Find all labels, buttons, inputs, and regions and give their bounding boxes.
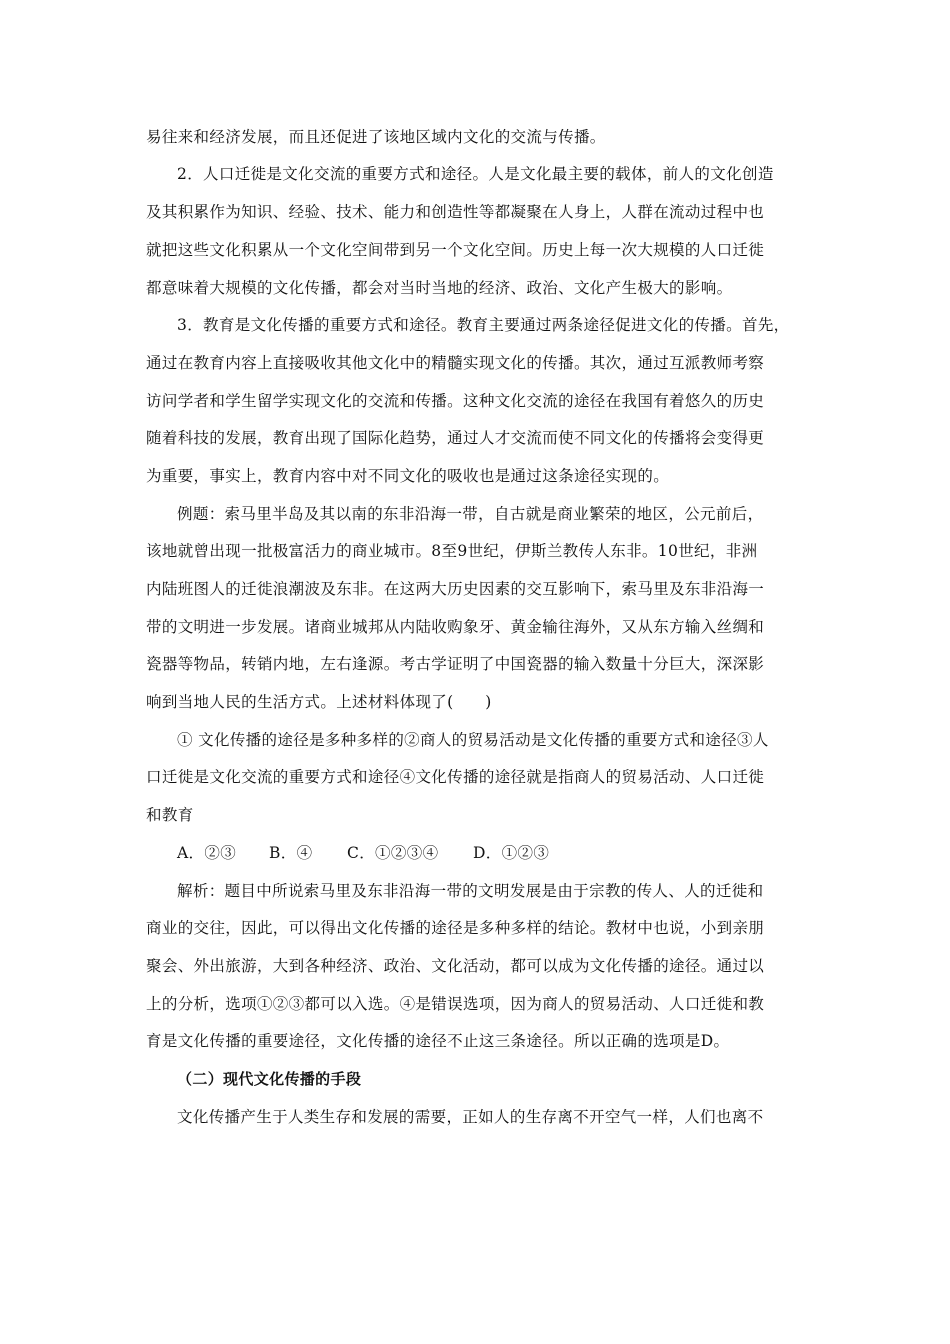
text-line: 内陆班图人的迁徙浪潮波及东非。在这两大历史因素的交互影响下，索马里及东非沿海一 [146,580,765,598]
option-c: C．①②③④ [347,844,439,862]
text-line: 和教育 [146,806,194,824]
answer-options [177,842,817,864]
text-line: 都意味着大规模的文化传播，都会对当时当地的经济、政治、文化产生极大的影响。 [146,279,733,297]
text-line: 通过在教育内容上直接吸收其他文化中的精髓实现文化的传播。其次，通过互派教师考察 [146,354,765,372]
text-line: ① 文化传播的途径是多种多样的②商人的贸易活动是文化传播的重要方式和途径③人 [177,731,769,749]
text-line: 口迁徙是文化交流的重要方式和途径④文化传播的途径就是指商人的贸易活动、人口迁徙 [146,768,765,786]
analysis-line: 聚会、外出旅游，大到各种经济、政治、文化活动，都可以成为文化传播的途径。通过以 [146,957,765,975]
text-line: 例题：索马里半岛及其以南的东非沿海一带，自古就是商业繁荣的地区，公元前后， [177,505,764,523]
analysis-line: 育是文化传播的重要途径，文化传播的途径不止这三条途径。所以正确的选项是D。 [146,1032,730,1050]
text-line: 3．教育是文化传播的重要方式和途径。教育主要通过两条途径促进文化的传播。首先， [177,316,790,334]
text-line: 该地就曾出现一批极富活力的商业城市。8至9世纪，伊斯兰教传人东非。10世纪，非洲 [146,542,758,560]
text-line: 为重要，事实上，教育内容中对不同文化的吸收也是通过这条途径实现的。 [146,467,670,485]
text-line: 及其积累作为知识、经验、技术、能力和创造性等都凝聚在人身上，人群在流动过程中也 [146,203,765,221]
text-line: 访问学者和学生留学实现文化的交流和传播。这种文化交流的途径在我国有着悠久的历史 [146,392,765,410]
text-line: 瓷器等物品，转销内地，左右逢源。考古学证明了中国瓷器的输入数量十分巨大，深深影 [146,655,765,673]
analysis-line: 上的分析，选项①②③都可以入选。④是错误选项，因为商人的贸易活动、人口迁徙和教 [146,995,765,1013]
analysis-line: 解析：题目中所说索马里及东非沿海一带的文明发展是由于宗教的传人、人的迁徙和 [177,882,764,900]
section-heading: （二）现代文化传播的手段 [177,1070,362,1088]
text-line: 随着科技的发展，教育出现了国际化趋势，通过人才交流而使不同文化的传播将会变得更 [146,429,765,447]
text-line: 2．人口迁徙是文化交流的重要方式和途径。人是文化最主要的载体，前人的文化创造 [177,165,774,183]
text-line: 文化传播产生于人类生存和发展的需要，正如人的生存离不开空气一样，人们也离不 [177,1108,764,1126]
option-b: B．④ [269,844,313,862]
text-line: 响到当地人民的生活方式。上述材料体现了( ) [146,693,492,711]
option-a: A．②③ [177,844,237,862]
analysis-line: 商业的交往，因此，可以得出文化传播的途径是多种多样的结论。教材中也说，小到亲朋 [146,919,765,937]
text-line: 就把这些文化积累从一个文化空间带到另一个文化空间。历史上每一次大规模的人口迁徙 [146,241,765,259]
text-line: 带的文明进一步发展。诸商业城邦从内陆收购象牙、黄金输往海外，又从东方输入丝绸和 [146,618,765,636]
option-d: D．①②③ [473,844,550,862]
text-line: 易往来和经济发展，而且还促进了该地区域内文化的交流与传播。 [146,128,606,146]
